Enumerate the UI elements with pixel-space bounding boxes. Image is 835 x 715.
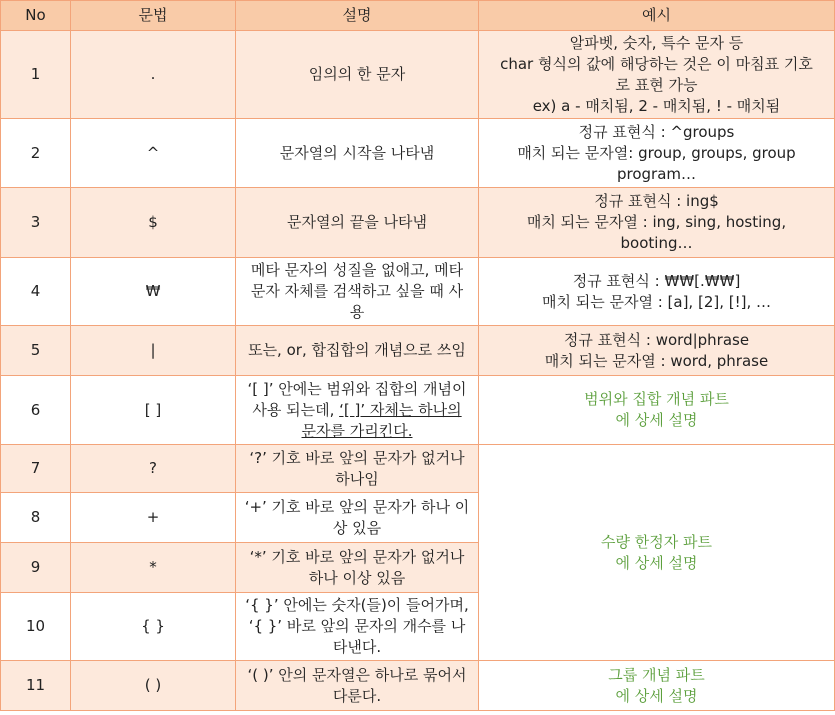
description-line: 문자 자체를 검색하고 싶을 때 사 <box>250 282 464 300</box>
example-line: 에 상세 설명 <box>615 553 698 572</box>
description-line: 상 있음 <box>332 518 382 537</box>
example-line: 수량 한정자 파트 <box>601 532 712 551</box>
row-no: 4 <box>1 258 71 326</box>
row-description <box>236 661 479 711</box>
header-no: No <box>1 1 71 31</box>
table-row <box>1 119 835 188</box>
description-line: 사용 되는데, <box>252 400 340 419</box>
description-line: 다룬다. <box>332 686 382 705</box>
row-example <box>479 258 835 326</box>
row-syntax: | <box>71 326 236 376</box>
table-row <box>1 188 835 258</box>
example-line: 매치 되는 문자열 : word, phrase <box>544 351 769 370</box>
example-line: booting… <box>620 234 693 252</box>
row-example <box>479 661 835 711</box>
table-row <box>1 258 835 326</box>
row-no: 1 <box>1 31 71 119</box>
example-line: 정규 표현식 : ₩₩[.₩₩] <box>572 271 741 290</box>
row-example <box>479 188 835 258</box>
row-syntax: $ <box>71 188 236 258</box>
example-line: 에 상세 설명 <box>615 686 698 705</box>
table-row <box>1 661 835 711</box>
description-line: 타낸다. <box>332 638 382 656</box>
row-no: 10 <box>1 593 71 661</box>
header-description: 설명 <box>236 1 479 31</box>
example-line: program… <box>616 164 697 183</box>
row-syntax: * <box>71 543 236 593</box>
row-no: 7 <box>1 445 71 493</box>
example-line: ex) a - 매치됨, 2 - 매치됨, ! - 매치됨 <box>532 96 781 115</box>
table-row <box>1 445 835 493</box>
example-line: 정규 표현식 : ^groups <box>578 122 735 141</box>
row-no: 9 <box>1 543 71 593</box>
example-line: 범위와 집합 개념 파트 <box>584 390 729 408</box>
row-description <box>236 593 479 661</box>
description-underlined: ‘[ ]’ 자체는 하나의 <box>339 400 462 419</box>
row-description <box>236 445 479 493</box>
row-description: 문자열의 시작을 나타냄 <box>236 119 479 188</box>
row-no: 8 <box>1 493 71 543</box>
description-line: ‘*’ 기호 바로 앞의 문자가 없거나 <box>249 547 465 566</box>
example-line: 정규 표현식 : ing$ <box>594 192 719 210</box>
description-line: ‘?’ 기호 바로 앞의 문자가 없거나 <box>249 448 465 467</box>
description-line: ‘( )’ 안의 문자열은 하나로 묶어서 <box>247 665 467 684</box>
row-example <box>479 31 835 119</box>
row-description <box>236 543 479 593</box>
description-line: ‘[ ]’ 안에는 범위와 집합의 개념이 <box>247 379 467 398</box>
example-line: char 형식의 값에 해당하는 것은 이 마침표 기호 <box>500 54 813 73</box>
row-description <box>236 493 479 543</box>
row-no: 5 <box>1 326 71 376</box>
row-description: 문자열의 끝을 나타냄 <box>236 188 479 258</box>
example-line: 로 표현 가능 <box>615 75 698 94</box>
row-no: 11 <box>1 661 71 711</box>
description-line: ‘+’ 기호 바로 앞의 문자가 하나 이 <box>244 497 470 516</box>
row-syntax: + <box>71 493 236 543</box>
row-syntax: { } <box>71 593 236 661</box>
description-line: 용 <box>349 303 365 321</box>
description-line: 하나임 <box>335 469 379 488</box>
description-line: ‘{ }’ 바로 앞의 문자의 개수를 나 <box>248 617 466 635</box>
row-syntax: ₩ <box>71 258 236 326</box>
row-description: 임의의 한 문자 <box>236 31 479 119</box>
table-row <box>1 31 835 119</box>
example-line: 알파벳, 숫자, 특수 문자 등 <box>569 33 744 52</box>
row-example <box>479 376 835 445</box>
example-line: 에 상세 설명 <box>615 411 698 429</box>
row-description <box>236 376 479 445</box>
example-line: 매치 되는 문자열 : ing, sing, hosting, <box>526 213 787 231</box>
example-line: 매치 되는 문자열 : [a], [2], [!], … <box>541 292 772 311</box>
table-row <box>1 326 835 376</box>
header-row <box>1 1 835 31</box>
row-no: 3 <box>1 188 71 258</box>
row-example <box>479 326 835 376</box>
row-no: 2 <box>1 119 71 188</box>
description-line: 하나 이상 있음 <box>308 568 406 587</box>
row-syntax: ( ) <box>71 661 236 711</box>
description-line: 메타 문자의 성질을 없애고, 메타 <box>250 261 464 279</box>
header-syntax: 문법 <box>71 1 236 31</box>
row-example <box>479 119 835 188</box>
description-underlined: 문자를 가리킨다. <box>301 421 413 440</box>
row-description: 또는, or, 합집합의 개념으로 쓰임 <box>236 326 479 376</box>
row-syntax: [ ] <box>71 376 236 445</box>
example-line: 정규 표현식 : word|phrase <box>563 330 750 349</box>
row-syntax: ^ <box>71 119 236 188</box>
table-row <box>1 376 835 445</box>
example-line: 매치 되는 문자열: group, groups, group <box>517 143 796 162</box>
header-example: 예시 <box>479 1 835 31</box>
row-no: 6 <box>1 376 71 445</box>
row-syntax: ? <box>71 445 236 493</box>
row-description <box>236 258 479 326</box>
row-syntax: . <box>71 31 236 119</box>
merged-example-quantifiers <box>479 445 835 661</box>
example-line: 그룹 개념 파트 <box>608 665 705 684</box>
description-line: ‘{ }’ 안에는 숫자(들)이 들어가며, <box>245 596 469 614</box>
